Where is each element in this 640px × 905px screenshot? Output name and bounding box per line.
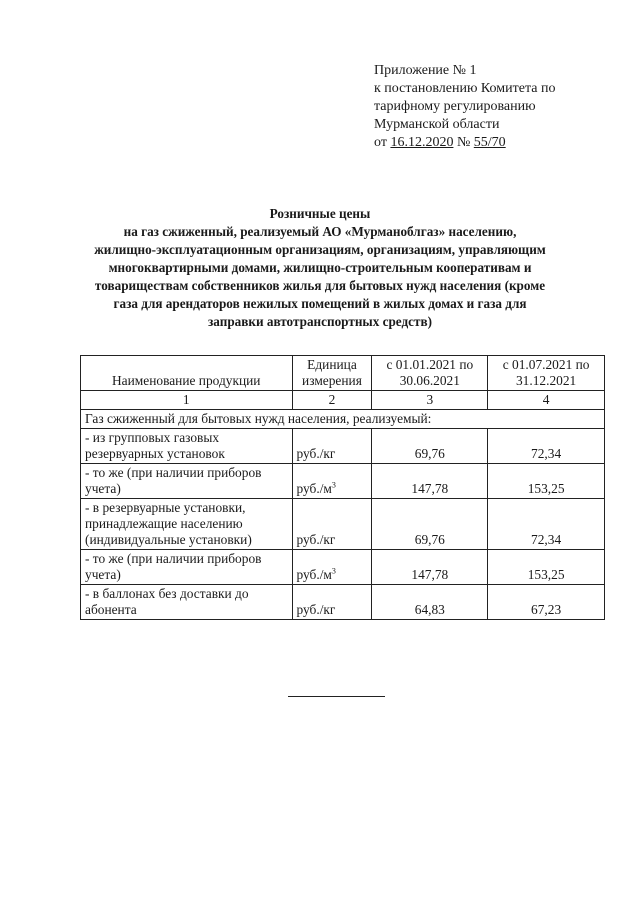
unit-superscript: 3 [331, 480, 336, 490]
header-unit [292, 356, 372, 391]
unit-text: руб./кг [296, 602, 336, 617]
product-name-line: принадлежащие населению [85, 516, 243, 531]
header-period-1-line2: 30.06.2021 [399, 373, 460, 388]
price-period-2: 153,25 [488, 464, 605, 499]
title-line: газа для арендаторов нежилых помещений в жилых домах и газа для [113, 296, 527, 311]
product-name [81, 464, 293, 499]
price-period-2: 153,25 [488, 550, 605, 585]
unit-cell [292, 464, 372, 499]
table-row [81, 499, 605, 550]
header-unit-line1: Единица [307, 357, 357, 372]
product-name [81, 550, 293, 585]
product-name-line: абонента [85, 602, 137, 617]
price-table [80, 355, 605, 620]
unit-cell [292, 585, 372, 620]
unit-cell [292, 550, 372, 585]
appendix-block [374, 62, 624, 152]
index-row [81, 391, 605, 410]
product-name-line: резервуарных установок [85, 446, 225, 461]
product-name-line: - в баллонах без доставки до [85, 586, 249, 601]
header-unit-line2: измерения [302, 373, 362, 388]
table-row [81, 550, 605, 585]
unit-text: руб./кг [296, 532, 336, 547]
header-period-1-line1: с 01.01.2021 по [386, 357, 474, 372]
appendix-line: Мурманской области [374, 117, 500, 132]
product-name [81, 499, 293, 550]
appendix-line: Приложение № 1 [374, 63, 477, 78]
appendix-date-line [374, 134, 624, 152]
product-name-line: - из групповых газовых [85, 430, 220, 445]
price-period-2: 67,23 [488, 585, 605, 620]
unit-cell [292, 499, 372, 550]
section-label: Газ сжиженный для бытовых нужд населения, реализуемый: [81, 410, 605, 429]
price-period-1: 147,78 [372, 464, 488, 499]
header-product-name: Наименование продукции [81, 356, 293, 391]
signature-divider [288, 696, 385, 697]
table-header-row [81, 356, 605, 391]
product-name-line: - то же (при наличии приборов [85, 465, 262, 480]
index-cell: 1 [81, 391, 293, 410]
title-line: жилищно-эксплуатационным организациям, организациям, управляющим [94, 242, 546, 257]
price-period-1: 64,83 [372, 585, 488, 620]
price-period-1: 69,76 [372, 499, 488, 550]
unit-text: руб./кг [296, 446, 336, 461]
product-name-line: учета) [85, 481, 121, 496]
title-line: Розничные цены [269, 206, 371, 221]
price-period-1: 69,76 [372, 429, 488, 464]
index-cell: 4 [488, 391, 605, 410]
unit-superscript: 3 [331, 566, 336, 576]
table-row [81, 429, 605, 464]
appendix-line: тарифному регулированию [374, 99, 536, 114]
product-name [81, 585, 293, 620]
product-name-line: (индивидуальные установки) [85, 532, 252, 547]
table-row [81, 585, 605, 620]
resolution-date: 16.12.2020 [390, 135, 454, 150]
product-name-line: - то же (при наличии приборов [85, 551, 262, 566]
header-period-2 [488, 356, 605, 391]
resolution-number: 55/70 [473, 135, 506, 150]
table-row [81, 464, 605, 499]
price-period-2: 72,34 [488, 499, 605, 550]
price-period-2: 72,34 [488, 429, 605, 464]
product-name-line: - в резервуарные установки, [85, 500, 246, 515]
price-period-1: 147,78 [372, 550, 488, 585]
number-prefix: № [453, 135, 474, 150]
header-period-1 [372, 356, 488, 391]
section-row [81, 410, 605, 429]
index-cell: 2 [292, 391, 372, 410]
title-line: товариществам собственников жилья для бытовых нужд населения (кроме [94, 278, 546, 293]
date-prefix: от [374, 135, 391, 150]
title-line: на газ сжиженный, реализуемый АО «Мурманоблгаз» населению, [123, 224, 517, 239]
unit-text: руб./м [296, 481, 332, 496]
title-line: заправки автотранспортных средств) [208, 314, 432, 329]
header-period-2-line2: 31.12.2021 [515, 373, 577, 388]
header-period-2-line1: с 01.07.2021 по [502, 357, 590, 372]
unit-text: руб./м [296, 567, 332, 582]
product-name-line: учета) [85, 567, 121, 582]
unit-cell [292, 429, 372, 464]
index-cell: 3 [372, 391, 488, 410]
appendix-line: к постановлению Комитета по [374, 81, 556, 96]
product-name [81, 429, 293, 464]
title-line: многоквартирными домами, жилищно-строительным кооперативам и [108, 260, 532, 275]
document-title [40, 205, 600, 331]
